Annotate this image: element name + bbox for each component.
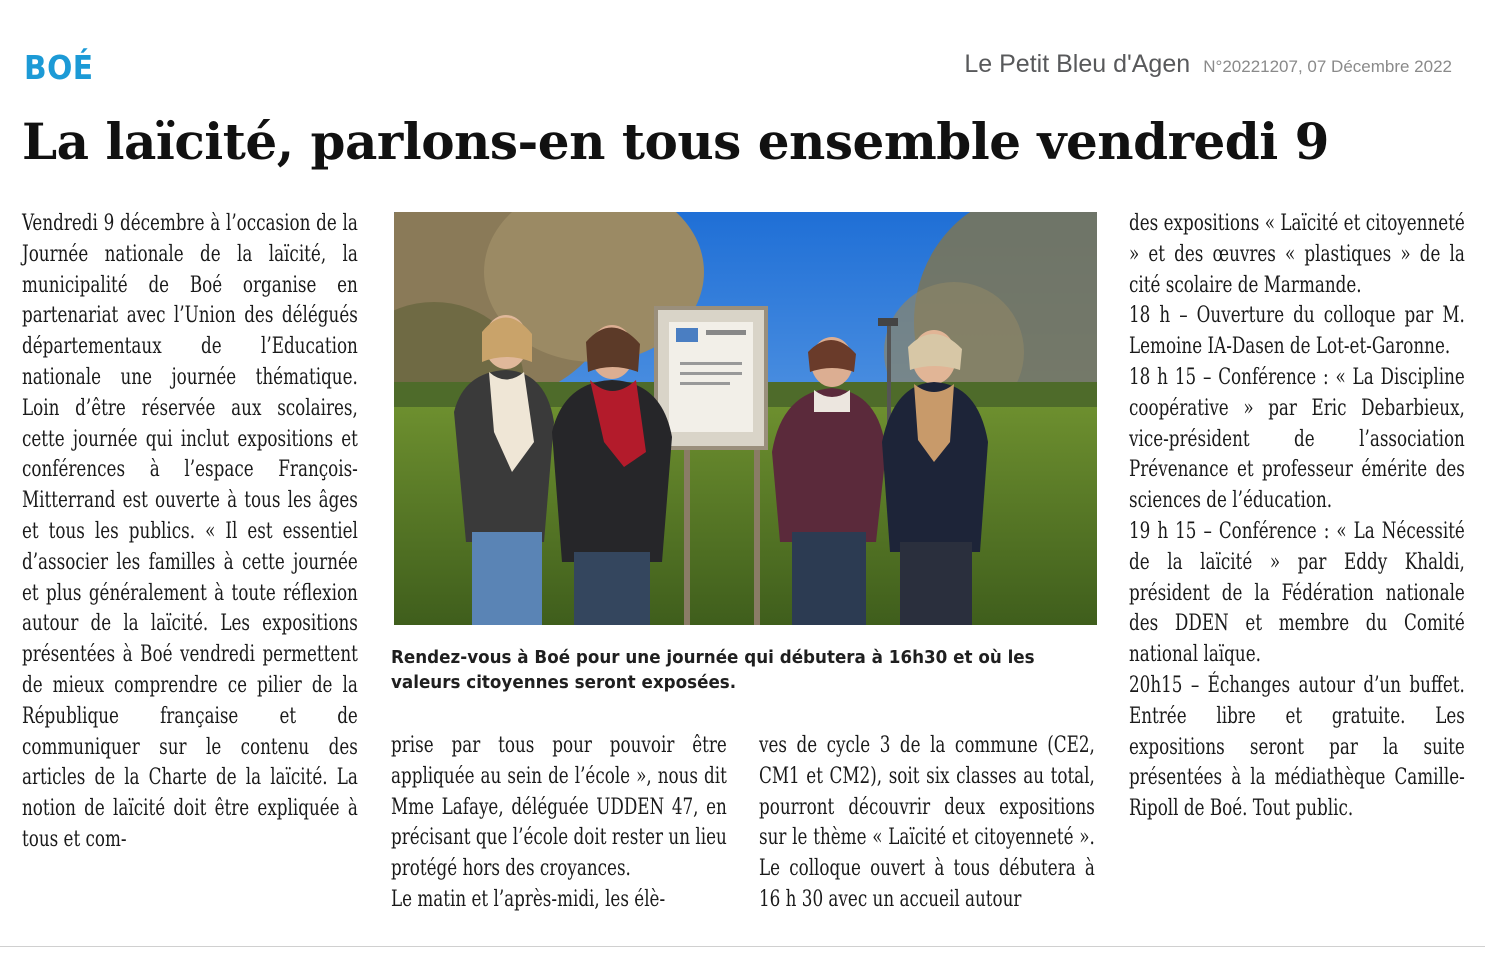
article-column-4 xyxy=(1129,208,1465,824)
publication-name: Le Petit Bleu d'Agen xyxy=(964,50,1191,78)
photo-of-four-women-beside-sign-icon xyxy=(394,212,1097,625)
col4-text-2: 18 h – Ouverture du colloque par M. Lemoine IA-Dasen de Lot-et-Garonne. xyxy=(1129,302,1465,360)
bottom-divider xyxy=(0,946,1485,947)
col2-text-2: Le matin et l’après-midi, les élè- xyxy=(391,885,666,912)
col4-paragraph-4 xyxy=(1129,516,1465,670)
col4-text-3: 18 h 15 – Conférence : « La Discipline coopérative » par Eric Debarbieux, vice-président de l’association Prévenance et professeur émérite des sciences de l’éducation. xyxy=(1129,363,1465,514)
col4-paragraph-1 xyxy=(1129,208,1465,300)
col4-text-4: 19 h 15 – Conférence : « La Nécessité de la laïcité » par Eddy Khaldi, président de la Fédération nationale des DDEN et membre du Comité national laïque. xyxy=(1129,517,1465,668)
masthead xyxy=(964,50,1452,79)
section-tag: BOÉ xyxy=(24,48,94,87)
col4-text-5: 20h15 – Échanges autour d’un buffet. Entrée libre et gratuite. Les expositions seront par la suite présentées à la médiathèque Camille-Ripoll de Boé. Tout public. xyxy=(1129,671,1465,822)
article-column-1 xyxy=(22,208,358,855)
col4-paragraph-3 xyxy=(1129,362,1465,516)
col4-text-1: des expositions « Laïcité et citoyenneté » et des œuvres « plastiques » de la cité scolaire de Marmande. xyxy=(1129,210,1465,298)
col3-text: ves de cycle 3 de la commune (CE2, CM1 et CM2), soit six classes au total, pourront découvrir deux expositions sur le thème « Laïcité et citoyenneté ». Le colloque ouvert à tous débutera à 16 h 30 avec un accueil autour xyxy=(759,732,1095,912)
col2-paragraph-2 xyxy=(391,884,727,915)
issue-info: N°20221207, 07 Décembre 2022 xyxy=(1203,57,1452,76)
article-photo xyxy=(394,212,1097,625)
col2-paragraph-1 xyxy=(391,730,727,884)
col2-text-1: prise par tous pour pouvoir être appliquée au sein de l’école », nous dit Mme Lafaye, déléguée UDDEN 47, en précisant que l’école doit rester un lieu protégé hors des croyances. xyxy=(391,732,727,882)
article-column-3 xyxy=(759,730,1095,915)
article-column-2 xyxy=(391,730,727,915)
article-text-col1: Vendredi 9 décembre à l’occasion de la Journée nationale de la laïcité, la municipalité de Boé organise en partenariat avec l’Union des délégués départementaux de l’Education nationale une journée thématique. Loin d’être réservée aux scolaires, cette journée qui inclut expositions et conférences à l’espace François-Mitterrand est ouverte à tous les âges et tous les publics. « Il est essentiel d’associer les familles à cette journée et plus généralement à toute réflexion autour de la laïcité. Les expositions présentées à Boé vendredi permettent de mieux comprendre ce pilier de la République française et de communiquer sur le contenu des articles de la Charte de la laïcité. La notion de laïcité doit être expliquée à tous et com- xyxy=(22,210,358,852)
photo-caption-text: Rendez-vous à Boé pour une journée qui débutera à 16h30 et où les valeurs citoyennes seront exposées. xyxy=(391,647,1035,693)
photo-caption xyxy=(391,645,1081,695)
col4-paragraph-5 xyxy=(1129,670,1465,824)
col4-paragraph-2 xyxy=(1129,300,1465,362)
headline: La laïcité, parlons-en tous ensemble vendredi 9 xyxy=(22,112,1329,171)
